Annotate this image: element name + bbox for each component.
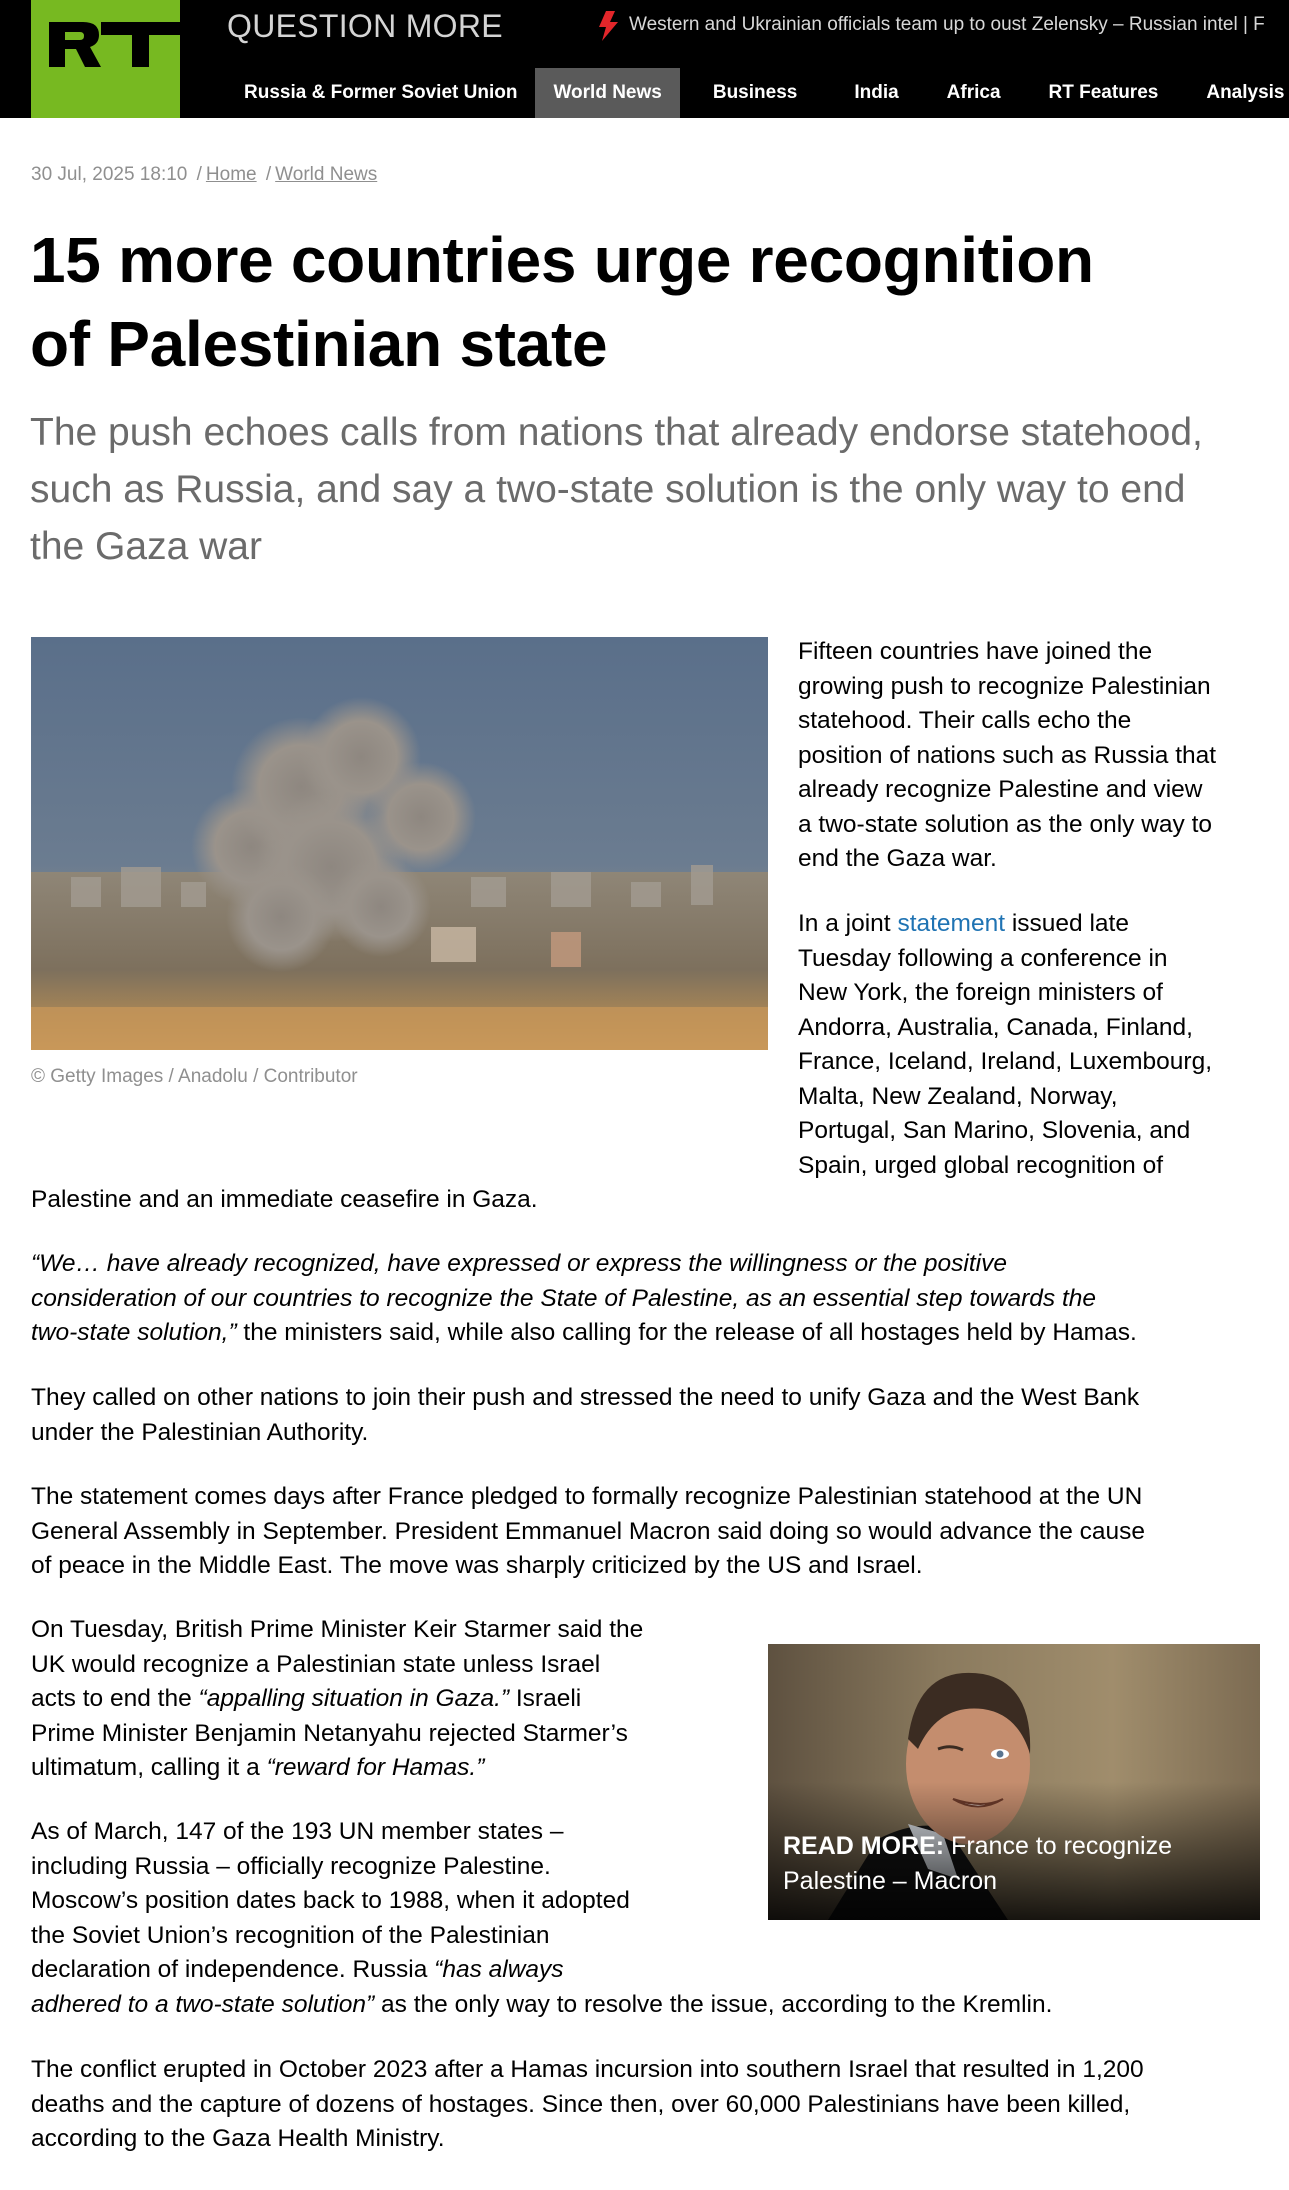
text-line [31,1682,643,1717]
text-line [31,1247,1137,1282]
text-line: New York, the foreign ministers of [798,979,1163,1006]
breadcrumb-separator: / [265,164,272,185]
article-summary [30,404,1270,575]
nav-item-world-news[interactable]: World News [535,68,679,118]
read-more-title: France to recognize [944,1832,1173,1860]
paragraph-7 [31,1815,1052,2022]
text-line: The conflict erupted in October 2023 after a Hamas incursion into southern Israel that resulted in 1,200 [31,2056,1144,2083]
publish-date: 30 Jul, 2025 18:10 [31,164,188,185]
text-line [798,907,1212,942]
text-line [31,1316,1137,1351]
article-main-image[interactable] [31,637,768,1050]
text-line: Portugal, San Marino, Slovenia, and [798,1117,1191,1144]
text-line: Moscow’s position dates back to 1988, when it adopted [31,1887,630,1914]
text-line: under the Palestinian Authority. [31,1418,369,1446]
main-nav [226,68,1289,118]
text-fragment: Israeli [509,1685,582,1712]
nav-item-rt-features[interactable]: RT Features [1048,82,1159,103]
summary-line: The push echoes calls from nations that already endorse statehood, [30,411,1203,454]
lightning-bolt-icon [596,11,620,41]
text-line: according to the Gaza Health Ministry. [31,2125,445,2152]
text-line [31,1751,643,1786]
text-line: The statement comes days after France pledged to formally recognize Palestinian statehood at the UN [31,1483,1143,1510]
site-header [0,0,1289,118]
text-line: a two-state solution as the only way to [798,810,1212,838]
quote-text: “We… have already recognized, have expressed or express the willingness or the positive [31,1250,1007,1277]
quote-text: “has always [434,1956,564,1983]
text-line: Andorra, Australia, Canada, Finland, [798,1013,1193,1041]
text-line: They called on other nations to join their push and stressed the need to unify Gaza and the West Bank [31,1384,1140,1411]
paragraph-2-continued [31,1183,538,1218]
nav-item-analysis[interactable]: Analysis [1206,82,1285,103]
text-fragment: ultimatum, calling it a [31,1754,267,1781]
text-fragment: acts to end the [31,1685,199,1712]
read-more-label: READ MORE: [783,1832,945,1860]
text-line: Palestine and an immediate ceasefire in Gaza. [31,1186,538,1213]
nav-item-africa[interactable]: Africa [946,82,1001,103]
text-line: Malta, New Zealand, Norway, [798,1082,1118,1110]
paragraph-1 [798,635,1216,877]
summary-line: such as Russia, and say a two-state solution is the only way to end [30,468,1186,511]
text-line: deaths and the capture of dozens of hostages. Since then, over 60,000 Palestinians have been killed, [31,2090,1131,2118]
quote-text: two-state solution,” [31,1319,237,1346]
text-line: position of nations such as Russia that [798,741,1217,769]
breadcrumb-separator: / [196,164,202,185]
text-line [31,1282,1137,1317]
text-line: Spain, urged global recognition of [798,1151,1164,1179]
article-title [30,218,1260,386]
nav-item-russia[interactable]: Russia & Former Soviet Union [244,82,518,103]
breadcrumb-section-link[interactable]: World News [275,164,378,185]
paragraph-3-quote [31,1247,1137,1351]
text-line: of peace in the Middle East. The move was sharply criticized by the US and Israel. [31,1552,923,1579]
text-line: statehood. Their calls echo the [798,707,1132,734]
rt-logo-mark [49,22,180,67]
text-line: growing push to recognize Palestinian [798,672,1211,700]
text-line: Tuesday following a conference in [798,944,1168,972]
paragraph-5 [31,1480,1145,1584]
text-line: end the Gaza war. [798,845,997,872]
text-line [31,1953,1052,1988]
read-more-title: Palestine – Macron [783,1866,998,1895]
text-line: France, Iceland, Ireland, Luxembourg, [798,1048,1213,1075]
nav-item-business[interactable]: Business [712,82,798,103]
quote-text: consideration of our countries to recognize the State of Palestine, as an essential step towards the [31,1284,1097,1312]
text-line: General Assembly in September. President Emmanuel Macron said doing so would advance the cause [31,1517,1146,1545]
text-line [31,1988,1052,2023]
text-line: Fifteen countries have joined the [798,638,1153,665]
text-line: already recognize Palestine and view [798,776,1203,803]
text-line: Prime Minister Benjamin Netanyahu rejected Starmer’s [31,1719,628,1747]
image-caption: © Getty Images / Anadolu / Contributor [31,1066,358,1087]
text-fragment: declaration of independence. Russia [31,1956,435,1983]
title-line: 15 more countries urge recognition [30,224,1094,296]
statement-link[interactable]: statement [897,910,1006,937]
rt-logo[interactable] [31,0,180,118]
breadcrumb [31,164,377,186]
quote-text: “appalling situation in Gaza.” [198,1685,510,1712]
text-line: As of March, 147 of the 193 UN member states – [31,1818,564,1845]
text-line: including Russia – officially recognize Palestine. [31,1852,551,1880]
text-fragment: issued late [1005,910,1129,937]
text-fragment: as the only way to resolve the issue, according to the Kremlin. [374,1990,1053,2018]
quote-text: “reward for Hamas.” [266,1754,485,1781]
smoke-over-city-photo [31,637,768,1050]
text-fragment: In a joint [798,910,898,937]
text-fragment: the ministers said, while also calling for the release of all hostages held by Hamas. [236,1319,1137,1346]
text-line: On Tuesday, British Prime Minister Keir Starmer said the [31,1616,644,1643]
quote-text: adhered to a two-state solution” [31,1990,375,2018]
text-line: the Soviet Union’s recognition of the Palestinian [31,1921,550,1949]
paragraph-8 [31,2053,1144,2157]
slogan: QUESTION MORE [227,8,503,44]
summary-line: the Gaza war [30,525,262,568]
breadcrumb-home-link[interactable]: Home [205,164,257,185]
paragraph-6 [31,1613,643,1786]
text-line: UK would recognize a Palestinian state unless Israel [31,1650,601,1678]
paragraph-2 [798,907,1212,1183]
nav-item-india[interactable]: India [854,82,899,103]
news-ticker[interactable]: Western and Ukrainian officials team up to oust Zelensky – Russian intel | F [629,14,1265,35]
paragraph-4 [31,1381,1139,1450]
title-line: of Palestinian state [30,308,608,380]
